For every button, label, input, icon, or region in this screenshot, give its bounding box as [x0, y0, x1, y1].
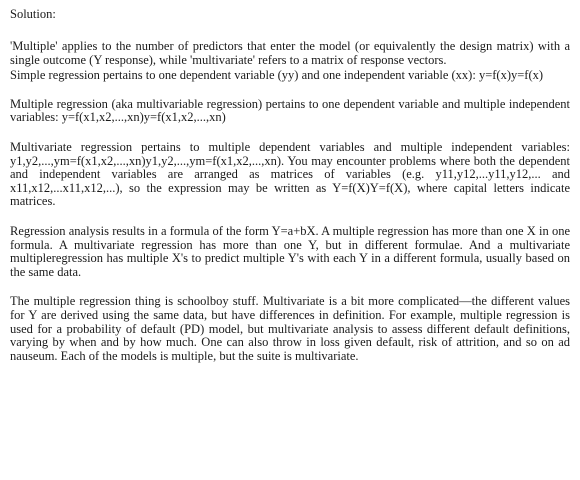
paragraph-multiple-regression: Multiple regression (aka multivariable regression) pertains to one dependent variable and multiple independent variables: y=f(x1,x2,...,xn)y=f(x1,x2,...,xn): [10, 96, 570, 125]
paragraph-regression-analysis: Regression analysis results in a formula of the form Y=a+bX. A multiple regression has more than one X in one formula. A multivariate regression has more than one Y, but in different formulae. And a multivariate multipleregression has multiple X's to predict multiple Y's with each Y in a different formula, usually based on the same data.: [10, 223, 570, 279]
solution-heading: Solution:: [10, 7, 56, 21]
paragraph-multivariate-regression: Multivariate regression pertains to multiple dependent variables and multiple independent variables: y1,y2,...,ym=f(x1,x2,...,xn)y1,y2,...,ym=f(x1,x2,...,xn). You may encounter problems where both the dependent and independent variables are arranged as matrices of variables (e.g. y11,y12,...y11,y12,... and x11,x12,...x11,x12,...), so the expression may be written as Y=f(X)Y=f(X), where capital letters indicate matrices.: [10, 139, 570, 209]
paragraph-multiple-vs-multivariate: 'Multiple' applies to the number of predictors that enter the model (or equivalently the design matrix) with a single outcome (Y response), while 'multivariate' refers to a matrix of response vectors.: [10, 39, 570, 67]
paragraph-schoolboy-stuff: The multiple regression thing is schoolboy stuff. Multivariate is a bit more complicated—the different values for Y are derived using the same data, but have differences in definition. For example, multiple regression is used for a probability of default (PD) model, but multivariate analysis to assess different default definitions, varying by when and by how much. One can also throw in loss given default, risk of attrition, and so on ad nauseum. Each of the models is multiple, but the suite is multivariate.: [10, 294, 570, 363]
paragraph-simple-regression: Simple regression pertains to one dependent variable (yy) and one independent variable (xx): y=f(x)y=f(x): [10, 68, 544, 83]
